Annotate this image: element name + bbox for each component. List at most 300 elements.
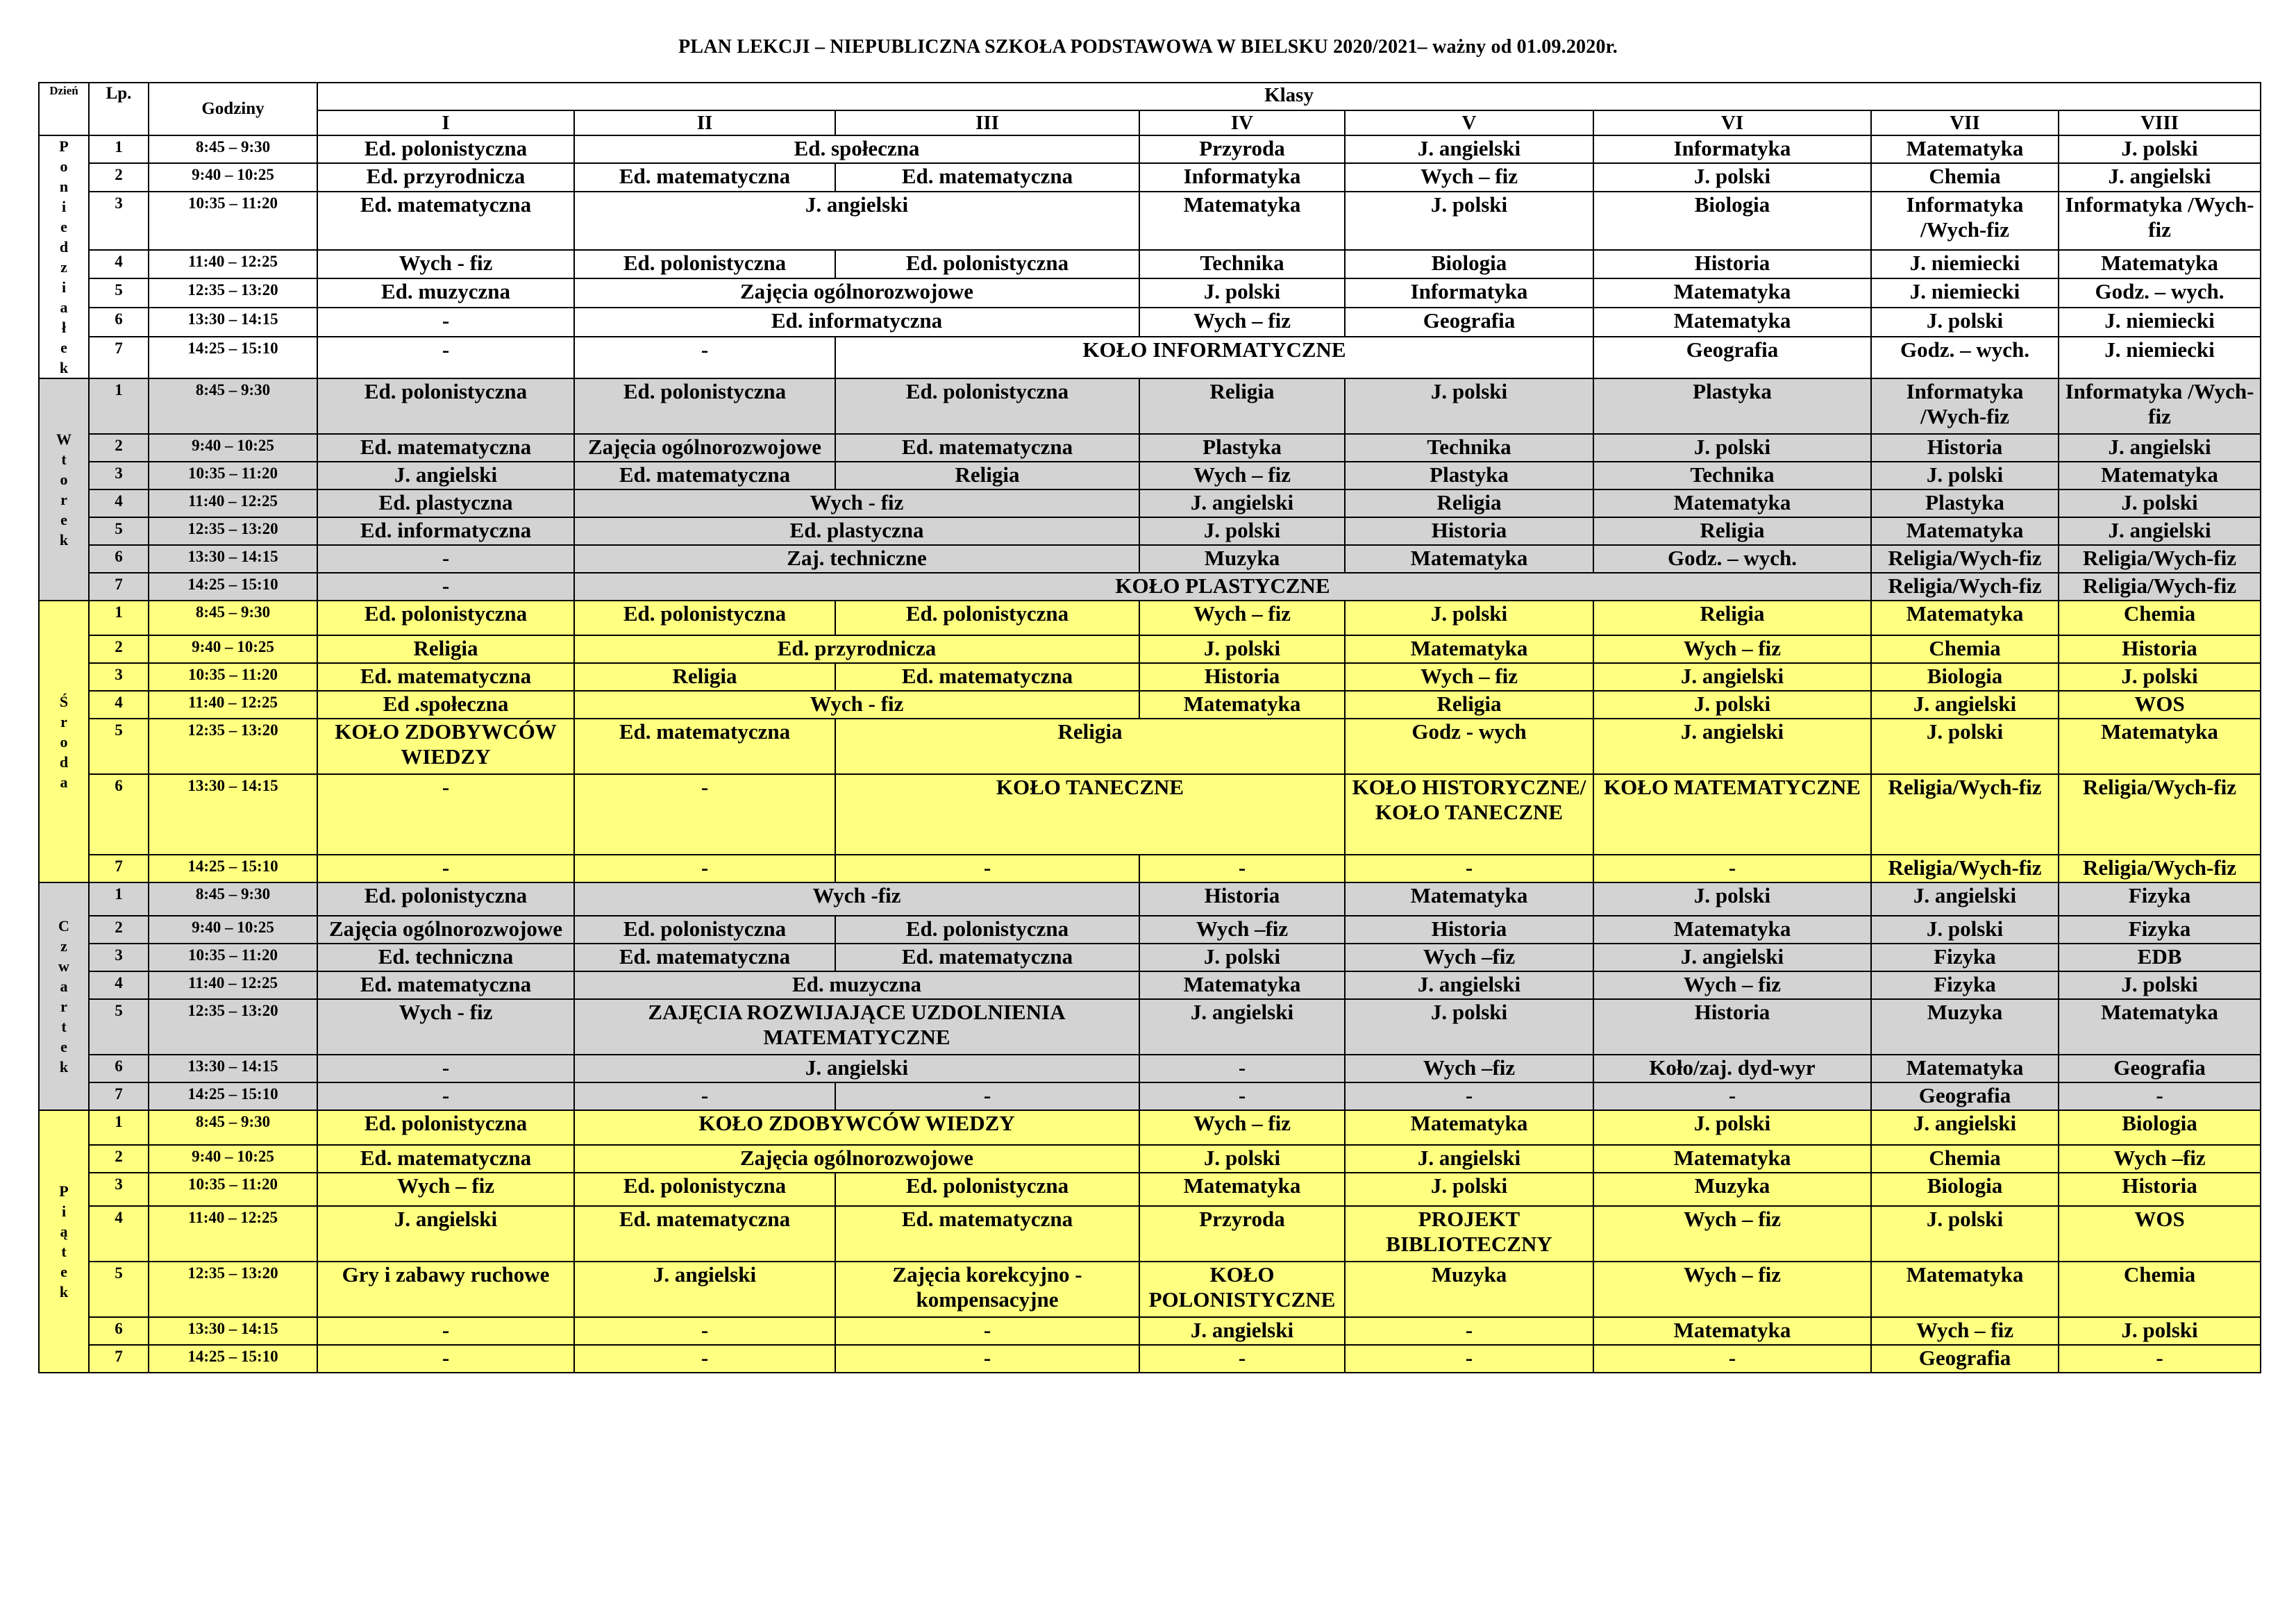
day-letter: d <box>59 753 69 771</box>
subject-cell: J. niemiecki <box>1871 250 2059 279</box>
lesson-hours: 9:40 – 10:25 <box>149 163 317 192</box>
subject-cell: - <box>1139 1082 1345 1110</box>
subject-cell: Religia <box>1593 517 1871 545</box>
subject-cell: - <box>574 774 835 855</box>
lesson-number: 3 <box>89 1173 149 1206</box>
subject-cell: Fizyka <box>2059 916 2261 944</box>
subject-cell: - <box>835 1345 1139 1373</box>
subject-cell: Muzyka <box>1871 999 2059 1055</box>
subject-cell: J. niemiecki <box>1871 278 2059 308</box>
subject-cell: Ed. matematyczna <box>835 663 1139 691</box>
page-title: PLAN LEKCJI – NIEPUBLICZNA SZKOŁA PODSTAWOWA W BIELSKU 2020/2021– ważny od 01.09.2020r. <box>678 36 1618 58</box>
day-label <box>39 1110 89 1373</box>
lesson-number: 4 <box>89 489 149 517</box>
lesson-hours: 13:30 – 14:15 <box>149 308 317 337</box>
lesson-hours: 14:25 – 15:10 <box>149 1345 317 1373</box>
lesson-number: 6 <box>89 774 149 855</box>
subject-cell: Ed. społeczna <box>574 135 1139 163</box>
lesson-row <box>39 1206 2261 1262</box>
subject-cell: Ed. polonistyczna <box>835 1173 1139 1206</box>
subject-cell: Historia <box>1871 434 2059 462</box>
lesson-number: 4 <box>89 1206 149 1262</box>
subject-cell: J. polski <box>2059 135 2261 163</box>
subject-cell: Wych –fiz <box>1345 1055 1593 1082</box>
subject-cell: Wych - fiz <box>574 489 1139 517</box>
subject-cell: Ed. polonistyczna <box>574 1173 835 1206</box>
subject-cell: Matematyka <box>1345 635 1593 663</box>
day-letter: k <box>59 1283 69 1300</box>
subject-cell: Wych –fiz <box>2059 1145 2261 1173</box>
subject-cell: Matematyka <box>1871 601 2059 635</box>
lesson-number: 4 <box>89 971 149 999</box>
subject-cell: Ed. techniczna <box>317 944 574 971</box>
day-letter: e <box>60 339 67 356</box>
subject-cell: Religia/Wych-fiz <box>2059 774 2261 855</box>
lesson-row <box>39 601 2261 635</box>
subject-cell: Matematyka <box>1139 192 1345 249</box>
lesson-row <box>39 691 2261 719</box>
subject-cell: Religia/Wych-fiz <box>2059 855 2261 882</box>
day-letter: e <box>60 218 67 235</box>
subject-cell: - <box>1593 855 1871 882</box>
lesson-row <box>39 1145 2261 1173</box>
subject-cell: Religia <box>1139 378 1345 434</box>
subject-cell: - <box>317 1082 574 1110</box>
subject-cell: Koło/zaj. dyd-wyr <box>1593 1055 1871 1082</box>
subject-cell: J. angielski <box>2059 517 2261 545</box>
subject-cell: Wych – fiz <box>1139 601 1345 635</box>
lesson-row <box>39 855 2261 882</box>
lesson-hours: 13:30 – 14:15 <box>149 1055 317 1082</box>
subject-cell: Matematyka <box>1139 691 1345 719</box>
subject-cell: - <box>574 1317 835 1345</box>
lesson-hours: 12:35 – 13:20 <box>149 517 317 545</box>
class-header: VI <box>1593 110 1871 135</box>
lesson-number: 6 <box>89 1317 149 1345</box>
day-letter: t <box>61 1243 67 1260</box>
lesson-number: 3 <box>89 663 149 691</box>
subject-cell: Ed. polonistyczna <box>574 378 835 434</box>
subject-cell: KOŁO INFORMATYCZNE <box>835 337 1593 378</box>
lesson-row <box>39 635 2261 663</box>
subject-cell: Wych – fiz <box>317 1173 574 1206</box>
subject-cell: Matematyka <box>1593 308 1871 337</box>
subject-cell: - <box>574 855 835 882</box>
lesson-number: 7 <box>89 1082 149 1110</box>
subject-cell: ZAJĘCIA ROZWIJAJĄCE UZDOLNIENIA MATEMATYCZNE <box>574 999 1139 1055</box>
subject-cell: Wych – fiz <box>1139 308 1345 337</box>
subject-cell: Chemia <box>2059 1262 2261 1317</box>
subject-cell: Ed. polonistyczna <box>317 135 574 163</box>
lesson-row <box>39 999 2261 1055</box>
subject-cell: Biologia <box>1871 1173 2059 1206</box>
subject-cell: J. polski <box>1139 278 1345 308</box>
day-label <box>39 882 89 1110</box>
lesson-hours: 14:25 – 15:10 <box>149 1082 317 1110</box>
lesson-row <box>39 663 2261 691</box>
lesson-hours: 8:45 – 9:30 <box>149 135 317 163</box>
lesson-number: 6 <box>89 1055 149 1082</box>
lesson-hours: 10:35 – 11:20 <box>149 663 317 691</box>
subject-cell: J. polski <box>1871 462 2059 489</box>
subject-cell: J. polski <box>2059 1317 2261 1345</box>
subject-cell: Biologia <box>1593 192 1871 249</box>
subject-cell: Religia <box>1593 601 1871 635</box>
lesson-number: 5 <box>89 719 149 774</box>
subject-cell: Ed. matematyczna <box>574 944 835 971</box>
subject-cell: Fizyka <box>1871 944 2059 971</box>
subject-cell: Religia <box>574 663 835 691</box>
subject-cell: Plastyka <box>1593 378 1871 434</box>
subject-cell: Ed. matematyczna <box>835 434 1139 462</box>
subject-cell: Geografia <box>1593 337 1871 378</box>
subject-cell: - <box>317 1055 574 1082</box>
subject-cell: Ed. matematyczna <box>317 434 574 462</box>
subject-cell: Religia <box>1345 691 1593 719</box>
subject-cell: Ed. plastyczna <box>574 517 1139 545</box>
class-header: IV <box>1139 110 1345 135</box>
day-letter: z <box>60 258 67 276</box>
subject-cell: Plastyka <box>1871 489 2059 517</box>
subject-cell: KOŁO HISTORYCZNE/ KOŁO TANECZNE <box>1345 774 1593 855</box>
subject-cell: Informatyka /Wych-fiz <box>2059 378 2261 434</box>
day-letter: P <box>59 137 69 155</box>
subject-cell: Wych – fiz <box>1139 462 1345 489</box>
lesson-hours: 12:35 – 13:20 <box>149 999 317 1055</box>
subject-cell: Zajęcia korekcyjno - kompensacyjne <box>835 1262 1139 1317</box>
subject-cell: J. angielski <box>574 192 1139 249</box>
lesson-hours: 10:35 – 11:20 <box>149 462 317 489</box>
day-letter: o <box>60 158 68 175</box>
subject-cell: Wych –fiz <box>1345 944 1593 971</box>
subject-cell: Matematyka <box>1593 1145 1871 1173</box>
subject-cell: Wych – fiz <box>1139 1110 1345 1145</box>
day-letter: k <box>59 359 69 376</box>
subject-cell: J. polski <box>1345 1173 1593 1206</box>
subject-cell: Biologia <box>1871 663 2059 691</box>
subject-cell: Informatyka /Wych-fiz <box>1871 192 2059 249</box>
subject-cell: Muzyka <box>1593 1173 1871 1206</box>
day-letter: e <box>60 511 67 528</box>
subject-cell: Biologia <box>2059 1110 2261 1145</box>
lesson-hours: 14:25 – 15:10 <box>149 573 317 601</box>
subject-cell: Ed. matematyczna <box>835 163 1139 192</box>
subject-cell: Ed. polonistyczna <box>317 1110 574 1145</box>
lesson-hours: 8:45 – 9:30 <box>149 882 317 916</box>
lesson-number: 2 <box>89 635 149 663</box>
lesson-row <box>39 192 2261 249</box>
subject-cell: J. angielski <box>574 1262 835 1317</box>
subject-cell: Religia/Wych-fiz <box>1871 855 2059 882</box>
subject-cell: Religia/Wych-fiz <box>1871 545 2059 573</box>
lesson-hours: 9:40 – 10:25 <box>149 916 317 944</box>
day-label <box>39 378 89 601</box>
subject-cell: Fizyka <box>1871 971 2059 999</box>
day-label <box>39 135 89 378</box>
subject-cell: KOŁO MATEMATYCZNE <box>1593 774 1871 855</box>
day-letter: w <box>58 957 69 975</box>
day-letter: C <box>58 917 69 935</box>
lesson-row <box>39 489 2261 517</box>
subject-cell: Przyroda <box>1139 1206 1345 1262</box>
lesson-row <box>39 573 2261 601</box>
subject-cell: - <box>317 855 574 882</box>
lesson-hours: 10:35 – 11:20 <box>149 192 317 249</box>
subject-cell: Ed. polonistyczna <box>574 916 835 944</box>
subject-cell: Godz - wych <box>1345 719 1593 774</box>
day-letter: r <box>60 998 67 1015</box>
subject-cell: Historia <box>1593 999 1871 1055</box>
subject-cell: - <box>1345 855 1593 882</box>
subject-cell: WOS <box>2059 691 2261 719</box>
lesson-number: 5 <box>89 999 149 1055</box>
subject-cell: J. polski <box>1345 601 1593 635</box>
subject-cell: - <box>317 337 574 378</box>
subject-cell: J. angielski <box>2059 434 2261 462</box>
subject-cell: - <box>835 1082 1139 1110</box>
subject-cell: Matematyka <box>1345 1110 1593 1145</box>
subject-cell: Plastyka <box>1345 462 1593 489</box>
subject-cell: Wych – fiz <box>1871 1317 2059 1345</box>
subject-cell: - <box>1139 855 1345 882</box>
subject-cell: - <box>574 337 835 378</box>
lesson-row <box>39 378 2261 434</box>
subject-cell: Chemia <box>1871 635 2059 663</box>
subject-cell: J. polski <box>2059 663 2261 691</box>
lesson-hours: 14:25 – 15:10 <box>149 337 317 378</box>
subject-cell: Religia/Wych-fiz <box>2059 573 2261 601</box>
day-letter: a <box>60 773 68 791</box>
lesson-hours: 13:30 – 14:15 <box>149 1317 317 1345</box>
subject-cell: Technika <box>1139 250 1345 279</box>
subject-cell: KOŁO POLONISTYCZNE <box>1139 1262 1345 1317</box>
subject-cell: Matematyka <box>1345 545 1593 573</box>
subject-cell: Historia <box>1345 517 1593 545</box>
subject-cell: Informatyka /Wych-fiz <box>1871 378 2059 434</box>
subject-cell: Ed. matematyczna <box>317 1145 574 1173</box>
subject-cell: J. angielski <box>2059 163 2261 192</box>
lesson-hours: 12:35 – 13:20 <box>149 1262 317 1317</box>
subject-cell: Wych - fiz <box>574 691 1139 719</box>
subject-cell: Zaj. techniczne <box>574 545 1139 573</box>
subject-cell: Religia <box>835 719 1345 774</box>
lesson-number: 7 <box>89 573 149 601</box>
day-letter: z <box>60 937 67 955</box>
subject-cell: - <box>1345 1317 1593 1345</box>
hours-header: Godziny <box>149 83 317 135</box>
lesson-row <box>39 916 2261 944</box>
subject-cell: KOŁO ZDOBYWCÓW WIEDZY <box>317 719 574 774</box>
subject-cell: Historia <box>2059 1173 2261 1206</box>
subject-cell: J. polski <box>2059 489 2261 517</box>
subject-cell: Ed. polonistyczna <box>317 378 574 434</box>
subject-cell: Zajęcia ogólnorozwojowe <box>317 916 574 944</box>
subject-cell: Historia <box>2059 635 2261 663</box>
subject-cell: Matematyka <box>1871 1262 2059 1317</box>
subject-cell: J. angielski <box>1593 944 1871 971</box>
subject-cell: KOŁO TANECZNE <box>835 774 1345 855</box>
subject-cell: J. polski <box>1593 434 1871 462</box>
subject-cell: Matematyka <box>1871 135 2059 163</box>
lesson-number: 3 <box>89 462 149 489</box>
classes-header: Klasy <box>317 83 2261 110</box>
subject-cell: Historia <box>1139 882 1345 916</box>
lesson-number: 5 <box>89 1262 149 1317</box>
subject-cell: Ed. muzyczna <box>317 278 574 308</box>
subject-cell: - <box>317 1345 574 1373</box>
subject-cell: Informatyka <box>1593 135 1871 163</box>
subject-cell: Religia <box>317 635 574 663</box>
subject-cell: Geografia <box>2059 1055 2261 1082</box>
day-letter: k <box>59 1058 69 1075</box>
day-letter: e <box>60 1038 67 1055</box>
subject-cell: J. angielski <box>317 1206 574 1262</box>
subject-cell: J. angielski <box>1871 882 2059 916</box>
lesson-hours: 9:40 – 10:25 <box>149 434 317 462</box>
lesson-number: 5 <box>89 278 149 308</box>
subject-cell: Muzyka <box>1345 1262 1593 1317</box>
lesson-hours: 10:35 – 11:20 <box>149 944 317 971</box>
lesson-number: 7 <box>89 337 149 378</box>
lesson-row <box>39 462 2261 489</box>
subject-cell: Wych – fiz <box>1345 663 1593 691</box>
lesson-number: 1 <box>89 1110 149 1145</box>
lesson-number: 6 <box>89 545 149 573</box>
lesson-row <box>39 1317 2261 1345</box>
subject-cell: J. polski <box>1345 378 1593 434</box>
subject-cell: J. niemiecki <box>2059 308 2261 337</box>
lp-header: Lp. <box>89 83 149 135</box>
subject-cell: Geografia <box>1345 308 1593 337</box>
day-letter: o <box>60 471 68 488</box>
lesson-row <box>39 434 2261 462</box>
subject-cell: Religia <box>1345 489 1593 517</box>
subject-cell: Ed. polonistyczna <box>835 250 1139 279</box>
subject-cell: Religia <box>835 462 1139 489</box>
subject-cell: J. angielski <box>1139 489 1345 517</box>
lesson-number: 1 <box>89 882 149 916</box>
lesson-hours: 12:35 – 13:20 <box>149 278 317 308</box>
subject-cell: J. polski <box>2059 971 2261 999</box>
lesson-row <box>39 308 2261 337</box>
day-letter: n <box>59 178 69 195</box>
day-letter: i <box>61 1203 67 1220</box>
subject-cell: Ed. polonistyczna <box>835 916 1139 944</box>
day-letter: k <box>59 531 69 549</box>
subject-cell: - <box>1593 1082 1871 1110</box>
subject-cell: - <box>1345 1345 1593 1373</box>
subject-cell: Matematyka <box>1593 1317 1871 1345</box>
subject-cell: - <box>2059 1082 2261 1110</box>
day-letter: P <box>59 1182 69 1200</box>
subject-cell: Ed. matematyczna <box>835 1206 1139 1262</box>
subject-cell: Ed. polonistyczna <box>835 601 1139 635</box>
subject-cell: Wych – fiz <box>1593 1262 1871 1317</box>
lesson-hours: 9:40 – 10:25 <box>149 635 317 663</box>
subject-cell: J. angielski <box>1139 999 1345 1055</box>
subject-cell: J. polski <box>1871 719 2059 774</box>
lesson-row <box>39 278 2261 308</box>
lesson-row <box>39 774 2261 855</box>
subject-cell: Zajęcia ogólnorozwojowe <box>574 434 835 462</box>
lesson-hours: 12:35 – 13:20 <box>149 719 317 774</box>
day-letter: r <box>60 491 67 508</box>
subject-cell: J. polski <box>1871 916 2059 944</box>
subject-cell: Wych – fiz <box>1593 635 1871 663</box>
subject-cell: Ed. matematyczna <box>317 971 574 999</box>
subject-cell: Historia <box>1139 663 1345 691</box>
subject-cell: J. polski <box>1871 1206 2059 1262</box>
subject-cell: J. polski <box>1139 635 1345 663</box>
lesson-row <box>39 337 2261 378</box>
subject-cell: Zajęcia ogólnorozwojowe <box>574 278 1139 308</box>
lesson-hours: 11:40 – 12:25 <box>149 691 317 719</box>
subject-cell: J. polski <box>1139 517 1345 545</box>
subject-cell: J. angielski <box>1345 135 1593 163</box>
day-letter: W <box>56 430 72 448</box>
class-header: VII <box>1871 110 2059 135</box>
lesson-number: 2 <box>89 916 149 944</box>
subject-cell: Biologia <box>1345 250 1593 279</box>
subject-cell: Ed .społeczna <box>317 691 574 719</box>
subject-cell: - <box>1345 1082 1593 1110</box>
subject-cell: Historia <box>1345 916 1593 944</box>
lesson-number: 2 <box>89 1145 149 1173</box>
subject-cell: J. polski <box>1593 691 1871 719</box>
subject-cell: Informatyka <box>1139 163 1345 192</box>
subject-cell: - <box>317 308 574 337</box>
subject-cell: J. angielski <box>1345 1145 1593 1173</box>
lesson-row <box>39 882 2261 916</box>
day-letter: t <box>61 1018 67 1035</box>
day-letter: o <box>60 733 68 751</box>
subject-cell: - <box>1139 1055 1345 1082</box>
subject-cell: Ed. muzyczna <box>574 971 1139 999</box>
subject-cell: - <box>1593 1345 1871 1373</box>
lesson-number: 5 <box>89 517 149 545</box>
lesson-number: 7 <box>89 855 149 882</box>
day-letter: i <box>61 278 67 296</box>
subject-cell: Wych – fiz <box>1345 163 1593 192</box>
subject-cell: Godz. – wych. <box>2059 278 2261 308</box>
subject-cell: Matematyka <box>1593 278 1871 308</box>
subject-cell: J. polski <box>1139 944 1345 971</box>
subject-cell: Matematyka <box>1593 489 1871 517</box>
subject-cell: Ed. plastyczna <box>317 489 574 517</box>
subject-cell: J. polski <box>1871 308 2059 337</box>
lesson-row <box>39 1055 2261 1082</box>
subject-cell: Geografia <box>1871 1082 2059 1110</box>
subject-cell: Ed. polonistyczna <box>574 601 835 635</box>
day-letter: d <box>59 238 69 256</box>
subject-cell: Matematyka <box>2059 250 2261 279</box>
subject-cell: Matematyka <box>1593 916 1871 944</box>
lesson-number: 4 <box>89 250 149 279</box>
subject-cell: Wych – fiz <box>1593 1206 1871 1262</box>
subject-cell: Religia/Wych-fiz <box>1871 573 2059 601</box>
day-letter: a <box>60 299 68 316</box>
subject-cell: - <box>835 855 1139 882</box>
subject-cell: Ed. przyrodnicza <box>317 163 574 192</box>
subject-cell: Wych -fiz <box>574 882 1139 916</box>
subject-cell: J. angielski <box>1871 691 2059 719</box>
subject-cell: EDB <box>2059 944 2261 971</box>
subject-cell: Przyroda <box>1139 135 1345 163</box>
day-letter: ł <box>61 319 67 336</box>
subject-cell: Ed. matematyczna <box>317 192 574 249</box>
lesson-row <box>39 163 2261 192</box>
subject-cell: - <box>574 1082 835 1110</box>
